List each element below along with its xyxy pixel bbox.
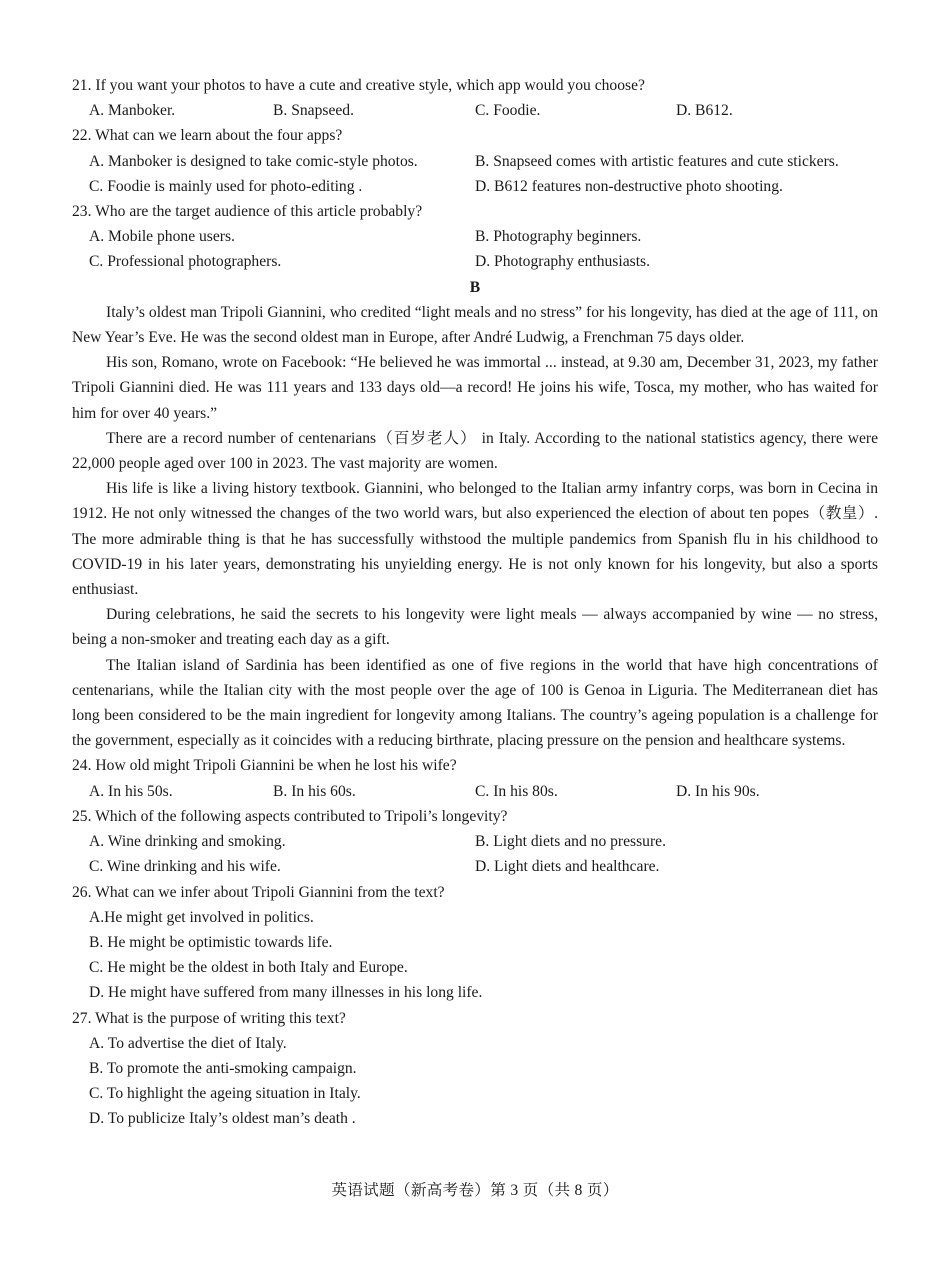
question-stem: 24. How old might Tripoli Giannini be when he lost his wife? [72, 757, 457, 775]
answer-option: A. Mobile phone users. [89, 228, 235, 246]
answer-options [72, 779, 878, 804]
answer-option: B. To promote the anti-smoking campaign. [89, 1059, 357, 1077]
answer-options [72, 829, 878, 879]
reading-passage-b [72, 300, 878, 754]
answer-option: B. Light diets and no pressure. [475, 833, 666, 851]
question-stem: 27. What is the purpose of writing this text? [72, 1009, 346, 1027]
question-stem: 26. What can we infer about Tripoli Giannini from the text? [72, 883, 445, 901]
answer-option: B. He might be optimistic towards life. [89, 933, 333, 951]
question [72, 123, 878, 199]
passage-paragraph: His life is like a living history textbook. Giannini, who belonged to the Italian army infantry corps, was born in Cecina in 1912. He not only witnessed the changes of the two world wars, but also experienced the election of about ten popes（教皇）. The more admirable thing is that he has successfully withstood the multiple pandemics from Spanish flu in his childhood to COVID-19 in his later years, demonstrating his unyielding energy. He is not only known for his longevity, but also a sports enthusiast. [72, 480, 878, 599]
answer-option: A. To advertise the diet of Italy. [89, 1034, 287, 1052]
answer-option: C. Wine drinking and his wife. [89, 858, 281, 876]
answer-option: B. In his 60s. [273, 782, 356, 800]
answer-option: A.He might get involved in politics. [89, 908, 314, 926]
question-stem: 21. If you want your photos to have a cute and creative style, which app would you choose? [72, 77, 645, 94]
question [72, 1006, 878, 1132]
question [72, 199, 878, 275]
section-b-heading: B [469, 278, 481, 296]
answer-option: D. To publicize Italy’s oldest man’s death . [89, 1110, 356, 1128]
answer-option: D. B612 features non-destructive photo shooting. [475, 177, 783, 195]
answer-options [72, 149, 878, 199]
page-footer: 英语试题（新高考卷）第 3 页（共 8 页） [331, 1182, 619, 1199]
passage-paragraph: The Italian island of Sardinia has been identified as one of five regions in the world that have high concentrations of centenarians, while the Italian city with the most people over the age of 100 is Genoa in Liguria. The Mediterranean diet has long been considered to be the main ingredient for longevity among Italians. The country’s ageing population is a challenge for the government, especially as it coincides with a reducing birthrate, placing pressure on the pension and healthcare systems. [72, 656, 878, 750]
answer-option: A. Manboker is designed to take comic-style photos. [89, 152, 418, 170]
question [72, 804, 878, 880]
answer-option: C. He might be the oldest in both Italy and Europe. [89, 959, 408, 977]
passage-paragraph: During celebrations, he said the secrets to his longevity were light meals — always accompanied by wine — no stress, being a non-smoker and treating each day as a gift. [72, 606, 878, 649]
answer-option: C. Foodie. [475, 102, 541, 120]
answer-option: C. Foodie is mainly used for photo-editing . [89, 177, 363, 195]
answer-option: A. Manboker. [89, 102, 176, 120]
answer-option: B. Snapseed. [273, 102, 354, 120]
passage-paragraph: Italy’s oldest man Tripoli Giannini, who credited “light meals and no stress” for his longevity, has died at the age of 111, on New Year’s Eve. He was the second oldest man in Europe, after André Ludwig, a Frenchman 75 days older. [72, 303, 878, 347]
passage-paragraph: His son, Romano, wrote on Facebook: “He believed he was immortal ... instead, at 9.30 am, December 31, 2023, my father Tripoli Giannini died. He was 111 years and 133 days old—a record! He joins his wife, Tosca, my mother, who has waited for him for over 40 years.” [72, 354, 878, 422]
answer-option: C. In his 80s. [475, 782, 558, 800]
answer-option: C. Professional photographers. [89, 253, 282, 271]
question-stem: 22. What can we learn about the four apps? [72, 127, 343, 145]
answer-option: D. Light diets and healthcare. [475, 858, 660, 876]
question-group-a [72, 73, 878, 275]
answer-options [72, 1031, 878, 1132]
question-stem: 25. Which of the following aspects contributed to Tripoli’s longevity? [72, 807, 508, 825]
answer-option: D. B612. [676, 102, 733, 120]
exam-page-content [72, 73, 878, 1132]
answer-options [72, 98, 878, 123]
question [72, 73, 878, 123]
answer-options [72, 905, 878, 1006]
answer-option: A. Wine drinking and smoking. [89, 833, 286, 851]
answer-option: C. To highlight the ageing situation in Italy. [89, 1085, 361, 1103]
answer-option: D. In his 90s. [676, 782, 760, 800]
question [72, 753, 878, 803]
passage-paragraph: There are a record number of centenarians（百岁老人） in Italy. According to the national statistics agency, there were 22,000 people aged over 100 in 2023. The vast majority are women. [72, 429, 878, 473]
answer-option: D. He might have suffered from many illnesses in his long life. [89, 984, 483, 1002]
question-group-b [72, 753, 878, 1131]
question-stem: 23. Who are the target audience of this article probably? [72, 203, 423, 221]
question [72, 880, 878, 1006]
answer-option: B. Photography beginners. [475, 228, 642, 246]
answer-options [72, 224, 878, 274]
answer-option: A. In his 50s. [89, 782, 173, 800]
answer-option: B. Snapseed comes with artistic features and cute stickers. [475, 152, 839, 170]
answer-option: D. Photography enthusiasts. [475, 253, 650, 271]
